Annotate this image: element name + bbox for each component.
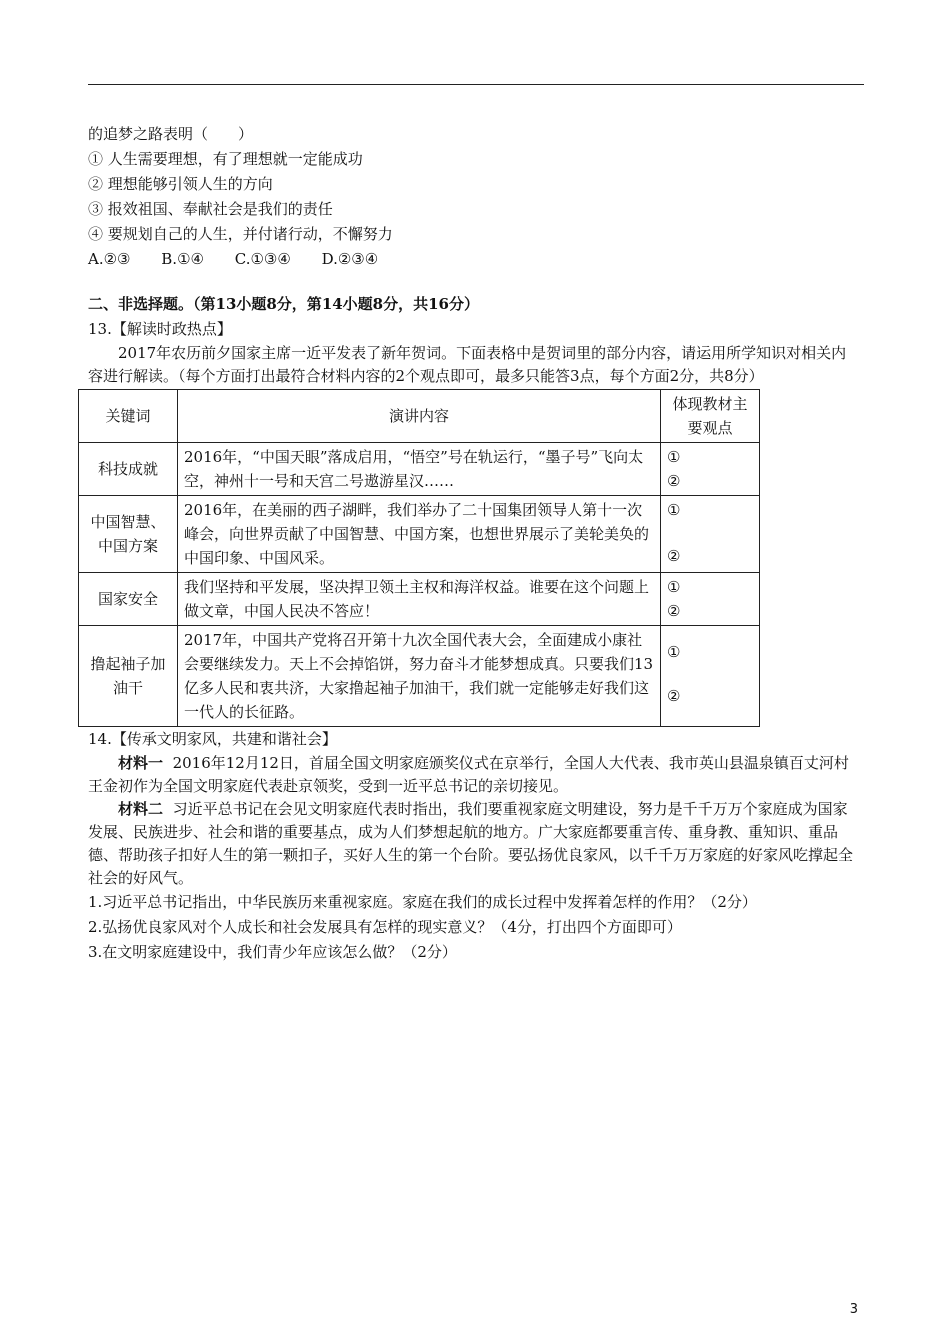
table-row <box>79 573 760 626</box>
q14-question-1: 1.习近平总书记指出，中华民族历来重视家庭。家庭在我们的成长过程中发挥着怎样的作用？（2分） <box>88 893 757 911</box>
table-row <box>79 496 760 573</box>
row-viewpoints <box>661 573 760 626</box>
row-content: 2016年，“中国天眼”落成启用，“悟空”号在轨运行，“墨子号”飞向太空，神州十一号和天宫二号遨游星汉…… <box>178 443 661 496</box>
row-viewpoints <box>661 626 760 727</box>
material2-text: 习近平总书记在会见文明家庭代表时指出，我们要重视家庭文明建设，努力是千千万万个家庭成为国家发展、民族进步、社会和谐的重要基点，成为人们梦想起航的地方。广大家庭都要重言传、重身教、重知识、重品德、帮助孩子扣好人生的第一颗扣子，买好人生的第一个台阶。要弘扬优良家风，以千千万万家庭的好家风吃撑起全社会的好风气。 <box>88 800 854 887</box>
row-keyword: 国家安全 <box>79 573 178 626</box>
table-header-row <box>79 390 760 443</box>
answer-slot-1[interactable]: ① <box>667 578 681 596</box>
header-keyword: 关键词 <box>79 390 178 443</box>
answer-slot-1[interactable]: ① <box>667 643 681 661</box>
header-rule <box>88 84 864 85</box>
page-number: 3 <box>849 1302 858 1317</box>
answer-slot-1[interactable]: ① <box>667 448 681 466</box>
section-heading: 二、非选择题。（第13小题8分，第14小题8分，共16分） <box>88 295 479 313</box>
q12-options <box>88 247 868 272</box>
row-keyword: 撸起袖子加油干 <box>79 626 178 727</box>
row-viewpoints <box>661 443 760 496</box>
q13-title: 13.【解读时政热点】 <box>88 320 232 338</box>
row-content: 我们坚持和平发展，坚决捍卫领土主权和海洋权益。谁要在这个问题上做文章，中国人民决不答应！ <box>178 573 661 626</box>
header-content: 演讲内容 <box>178 390 661 443</box>
table-row <box>79 443 760 496</box>
q14-material2 <box>88 798 860 890</box>
answer-slot-2[interactable]: ② <box>667 547 681 565</box>
row-keyword: 科技成就 <box>79 443 178 496</box>
answer-slot-2[interactable]: ② <box>667 687 681 705</box>
q12-statement: ① 人生需要理想，有了理想就一定能成功 <box>88 150 363 168</box>
q12-statement: ③ 报效祖国、奉献社会是我们的责任 <box>88 200 333 218</box>
q12-statement: ④ 要规划自己的人生，并付诸行动，不懈努力 <box>88 225 393 243</box>
q13-table <box>78 389 760 727</box>
row-content: 2017年，中国共产党将召开第十九次全国代表大会，全面建成小康社会要继续发力。天上不会掉馅饼，努力奋斗才能梦想成真。只要我们13亿多人民和衷共济，大家撸起袖子加油干，我们就一定能够走好我们这一代人的长征路。 <box>178 626 661 727</box>
row-keyword: 中国智慧、中国方案 <box>79 496 178 573</box>
option-d: D.②③④ <box>321 250 379 268</box>
q14-question-2: 2.弘扬优良家风对个人成长和社会发展具有怎样的现实意义？（4分，打出四个方面即可） <box>88 918 682 936</box>
row-content: 2016年，在美丽的西子湖畔，我们举办了二十国集团领导人第十一次峰会，向世界贡献了中国智慧、中国方案，也想世界展示了美轮美奂的中国印象、中国风采。 <box>178 496 661 573</box>
option-a: A.②③ <box>88 250 131 268</box>
table-row <box>79 626 760 727</box>
q12-statement: ② 理想能够引领人生的方向 <box>88 175 273 193</box>
material2-label: 材料二 <box>118 800 164 818</box>
answer-slot-2[interactable]: ② <box>667 472 681 490</box>
q14-title: 14.【传承文明家风，共建和谐社会】 <box>88 730 337 748</box>
row-viewpoints <box>661 496 760 573</box>
material1-label: 材料一 <box>118 754 164 772</box>
answer-slot-1[interactable]: ① <box>667 501 681 519</box>
option-b: B.①④ <box>161 250 204 268</box>
page-content <box>88 122 868 965</box>
q12-stem-tail: 的追梦之路表明（ ） <box>88 125 254 143</box>
answer-slot-2[interactable]: ② <box>667 602 681 620</box>
header-viewpoint: 体现教材主要观点 <box>661 390 760 443</box>
q14-question-3: 3.在文明家庭建设中，我们青少年应该怎么做？（2分） <box>88 943 457 961</box>
option-c: C.①③④ <box>234 250 291 268</box>
q14-material1 <box>88 752 860 798</box>
q13-intro: 2017年农历前夕国家主席一近平发表了新年贺词。下面表格中是贺词里的部分内容，请运用所学知识对相关内容进行解读。（每个方面打出最符合材料内容的2个观点即可，最多只能答3点，每个方面2分，共8分） <box>88 344 847 385</box>
material1-text: 2016年12月12日，首届全国文明家庭颁奖仪式在京举行，全国人大代表、我市英山县温泉镇百丈河村王金初作为全国文明家庭代表赴京领奖，受到一近平总书记的亲切接见。 <box>88 754 849 795</box>
